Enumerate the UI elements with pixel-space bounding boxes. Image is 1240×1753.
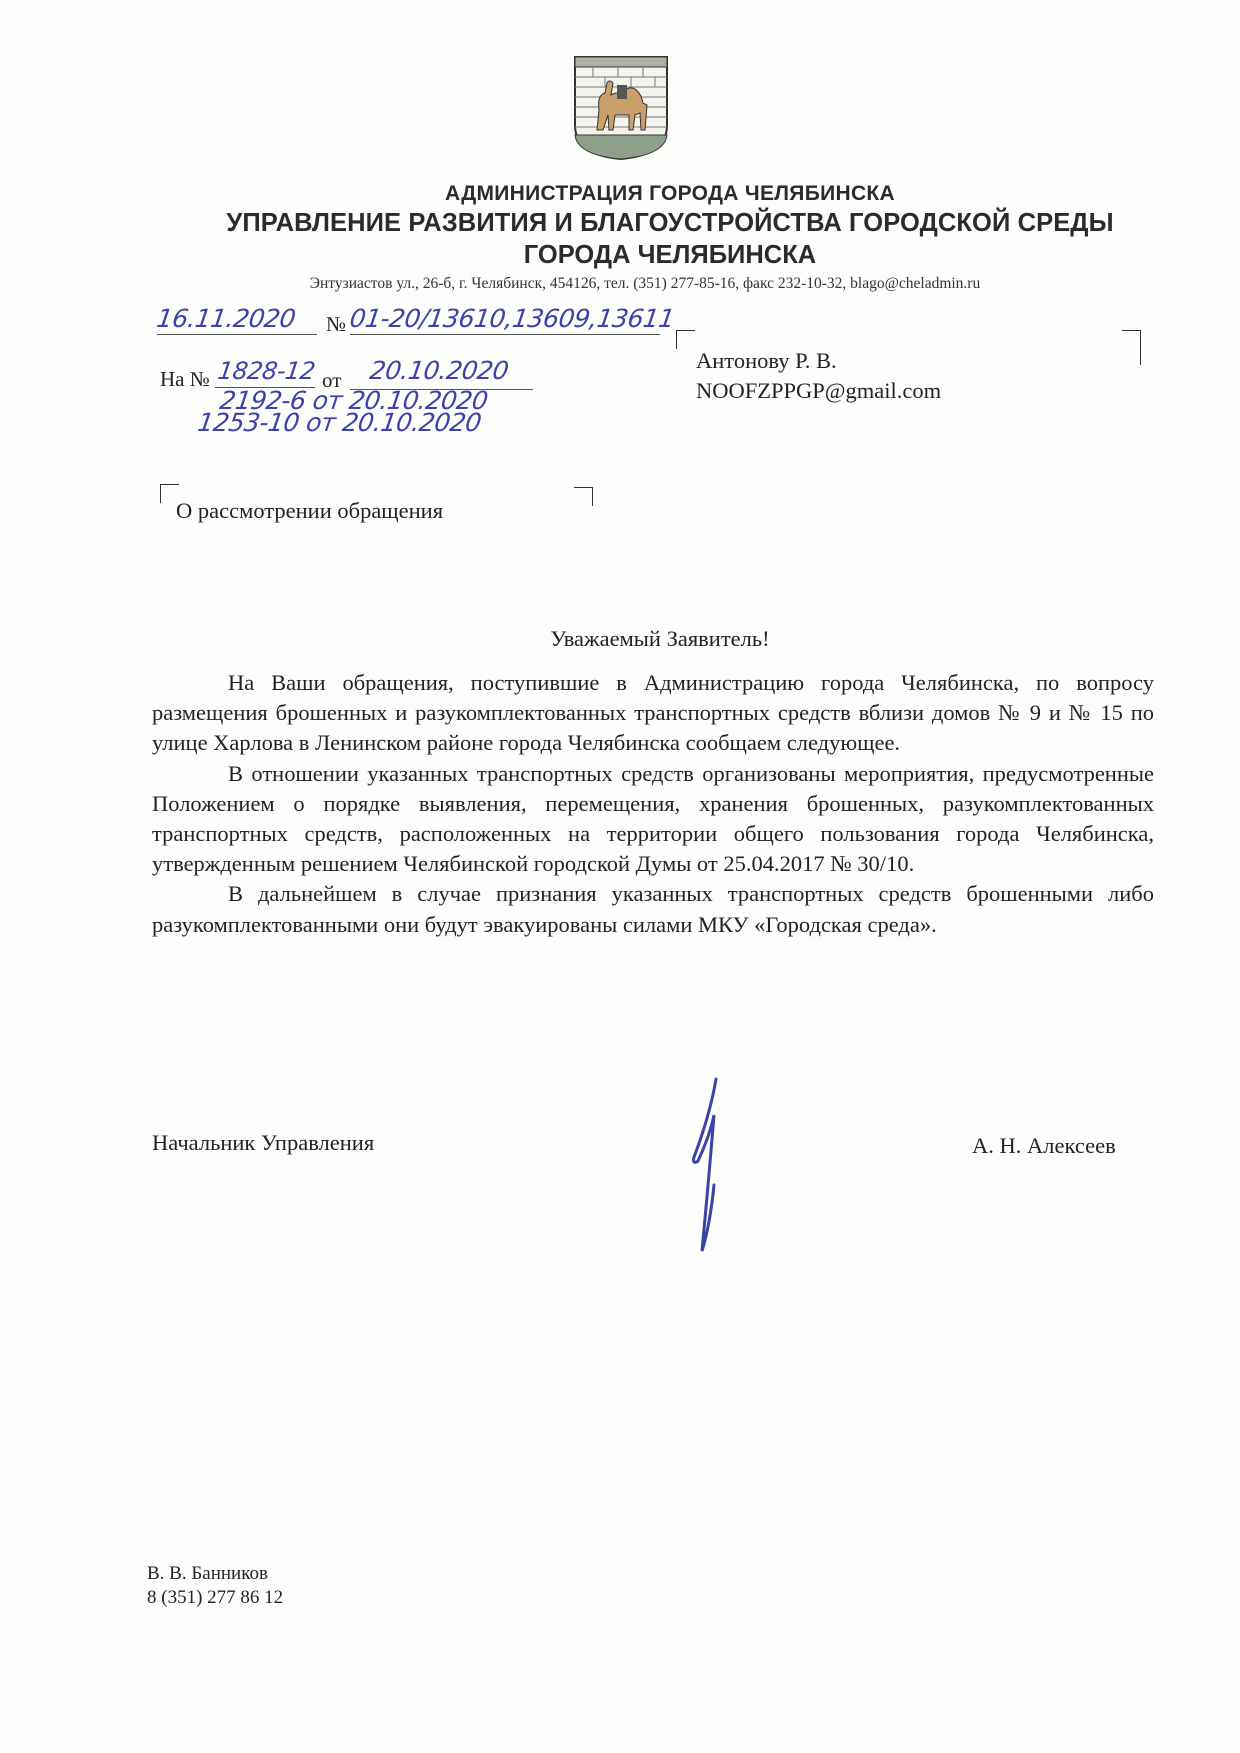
recipient-bracket-left <box>676 330 695 349</box>
signatory-title: Начальник Управления <box>152 1130 375 1155</box>
registration-number-underline <box>350 334 660 335</box>
city-emblem-icon <box>573 55 669 160</box>
recipient-block <box>696 346 941 406</box>
recipient-name: Антонову Р. В. <box>696 348 837 373</box>
registration-number-label: № <box>326 312 347 336</box>
in-reply-number: 1828-12 <box>216 357 317 385</box>
subject-bracket-right <box>574 487 593 506</box>
dept-title: УПРАВЛЕНИЕ РАЗВИТИЯ И БЛАГОУСТРОЙСТВА ГОРОДСКОЙ СРЕДЫ <box>226 209 1114 237</box>
dept-title-city: ГОРОДА ЧЕЛЯБИНСКА <box>523 241 817 269</box>
in-reply-from-label: от <box>322 368 342 392</box>
executor-name: В. В. Банников <box>147 1563 268 1584</box>
registration-number: 01-20/13610,13609,13611 <box>347 304 677 333</box>
letter-body <box>152 668 1154 940</box>
handwritten-signature-icon <box>680 1075 750 1255</box>
org-address: Энтузиастов ул., 26-б, г. Челябинск, 454126, тел. (351) 277-85-16, факс 232-10-32, blago@cheladmin.ru <box>309 275 981 292</box>
registration-date-underline <box>157 334 317 335</box>
registration-date: 16.11.2020 <box>154 304 298 333</box>
recipient-bracket-right <box>1122 330 1141 365</box>
reference-3: 1253-10 от 20.10.2020 <box>195 408 483 437</box>
paragraph: На Ваши обращения, поступившие в Администрацию города Челябинска, по вопросу размещения брошенных и разукомплектованных транспортных средств вблизи домов № 9 и № 15 по улице Харлова в Ленинском районе города Челябинска сообщаем следующее. <box>152 670 1154 756</box>
executor-phone: 8 (351) 277 86 12 <box>147 1587 284 1608</box>
paragraph: В дальнейшем в случае признания указанных транспортных средств брошенными либо разукомплектованными они будут эвакуированы силами МКУ «Городская среда». <box>152 881 1154 937</box>
in-reply-date: 20.10.2020 <box>367 356 511 385</box>
subject-line: О рассмотрении обращения <box>176 498 444 523</box>
greeting: Уважаемый Заявитель! <box>550 626 770 651</box>
org-title: АДМИНИСТРАЦИЯ ГОРОДА ЧЕЛЯБИНСКА <box>444 182 895 205</box>
in-reply-label: На № <box>160 367 210 391</box>
signatory-name: А. Н. Алексеев <box>972 1133 1116 1158</box>
executor-block <box>147 1562 283 1610</box>
recipient-email: NOOFZPPGP@gmail.com <box>696 378 942 403</box>
reference-2: 2192-6 от 20.10.2020 <box>217 386 490 415</box>
paragraph: В отношении указанных транспортных средств организованы мероприятия, предусмотренные Положением о порядке выявления, перемещения, хранения брошенных, разукомплектованных транспортных средств, расположенных на территории общего пользования города Челябинска, утвержденным решением Челябинской городской Думы от 25.04.2017 № 30/10. <box>152 760 1154 877</box>
